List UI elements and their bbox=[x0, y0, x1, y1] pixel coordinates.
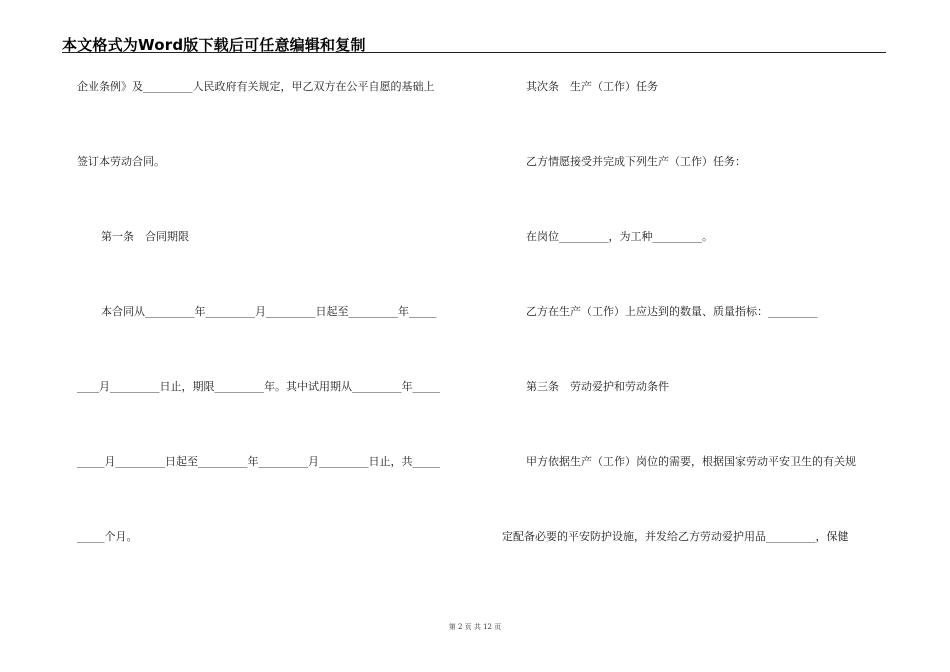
left-line-7: _____个月。 bbox=[77, 530, 138, 543]
document-header-title: 本文格式为Word版下载后可任意编辑和复制 bbox=[62, 36, 366, 54]
left-line-4: 本合同从_________年_________月_________日起至_________年_____ bbox=[101, 305, 437, 318]
right-line-article-2-heading: 其次条 生产（工作）任务 bbox=[526, 80, 658, 93]
right-line-2: 乙方情愿接受并完成下列生产（工作）任务： bbox=[526, 155, 746, 168]
right-line-6: 甲方依据生产（工作）岗位的需要，根据国家劳动平安卫生的有关规 bbox=[526, 455, 856, 468]
left-line-2: 签订本劳动合同。 bbox=[77, 155, 165, 168]
left-line-5: ____月_________日止，期限_________年。其中试用期从_________年_____ bbox=[77, 380, 440, 393]
left-line-article-1-heading: 第一条 合同期限 bbox=[101, 230, 189, 243]
right-line-article-3-heading: 第三条 劳动爱护和劳动条件 bbox=[526, 380, 669, 393]
left-line-1: 企业条例》及_________人民政府有关规定，甲乙双方在公平自愿的基础上 bbox=[77, 80, 435, 93]
right-line-3: 在岗位_________，为工种_________。 bbox=[526, 230, 713, 243]
header-divider bbox=[62, 52, 886, 53]
right-line-7: 定配备必要的平安防护设施，并发给乙方劳动爱护用品_________，保健 bbox=[502, 530, 849, 543]
page-number-footer: 第 2 页 共 12 页 bbox=[448, 623, 502, 631]
right-line-4: 乙方在生产（工作）上应达到的数量、质量指标：_________ bbox=[526, 305, 818, 318]
left-line-6: _____月_________日起至_________年_________月_________日止，共_____ bbox=[77, 455, 440, 468]
